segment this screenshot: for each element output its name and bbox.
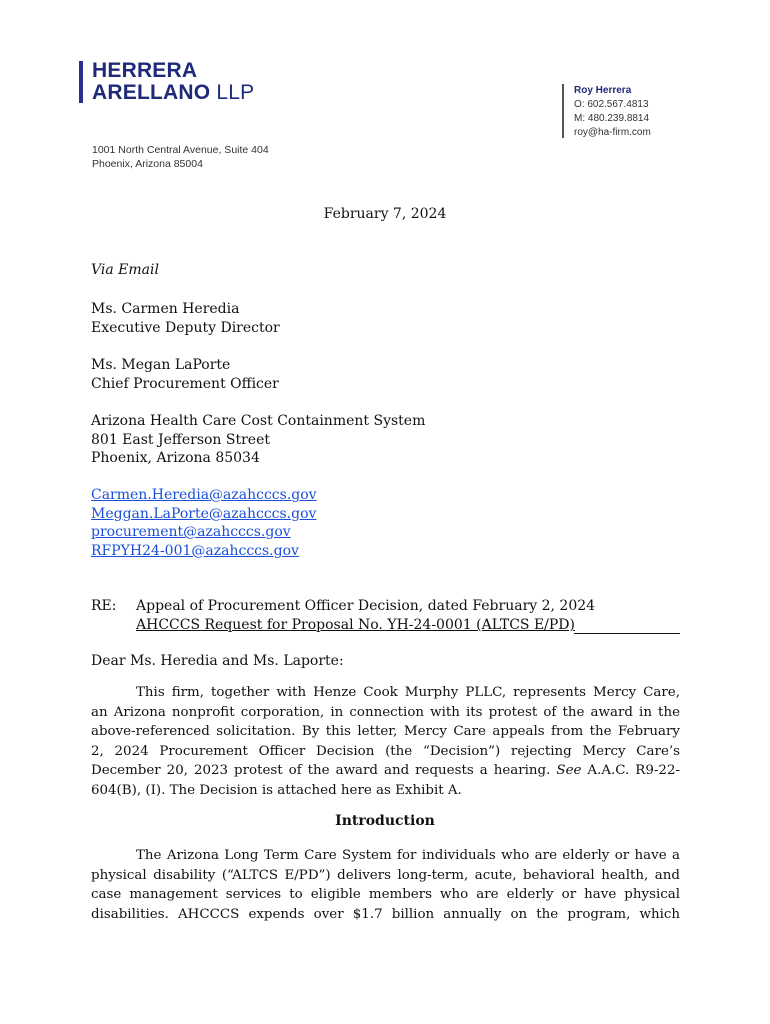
body-paragraph-2 <box>91 846 680 924</box>
contact-name: Roy Herrera <box>574 85 632 96</box>
contact-office-phone: O: 602.567.4813 <box>574 99 649 110</box>
delivery-method: Via Email <box>91 262 159 278</box>
section-heading: Introduction <box>335 813 435 829</box>
citation-signal: See <box>556 763 582 778</box>
firm-address <box>92 143 269 171</box>
firm-name-line2: ARELLANO <box>92 81 211 104</box>
re-subject-line2: AHCCCS Request for Proposal No. YH-24-0001 (ALTCS E/PD) <box>136 617 575 633</box>
recipient-city: Phoenix, Arizona 85034 <box>91 450 260 466</box>
paragraph-line: an Arizona nonprofit corporation, in connection with its protest of the award in the <box>91 704 680 720</box>
recipient-2-title: Chief Procurement Officer <box>91 375 279 392</box>
email-link[interactable]: RFPYH24-001@azahcccs.gov <box>91 542 299 559</box>
recipient-1-name: Ms. Carmen Heredia <box>91 301 240 317</box>
firm-address-line2: Phoenix, Arizona 85004 <box>92 158 203 170</box>
paragraph-line: physical disability (“ALTCS E/PD”) delivers long-term, acute, behavioral health, and <box>91 867 680 883</box>
recipient-street: 801 East Jefferson Street <box>91 431 271 448</box>
body-paragraph-1 <box>91 683 680 800</box>
recipient-1-title: Executive Deputy Director <box>91 319 280 336</box>
recipient-address <box>91 412 425 468</box>
logo-bar <box>79 61 83 103</box>
re-subject-line1: Appeal of Procurement Officer Decision, dated February 2, 2024 <box>136 598 596 614</box>
firm-address-line1: 1001 North Central Avenue, Suite 404 <box>92 144 269 156</box>
paragraph-line: This firm, together with Henze Cook Murphy PLLC, represents Mercy Care, <box>136 685 680 700</box>
email-link[interactable]: procurement@azahcccs.gov <box>91 524 291 540</box>
firm-logo <box>92 60 254 104</box>
re-underline <box>574 633 680 634</box>
email-link[interactable]: Meggan.LaPorte@azahcccs.gov <box>91 505 317 522</box>
paragraph-line: The Arizona Long Term Care System for individuals who are elderly or have a <box>136 848 680 863</box>
firm-suffix: LLP <box>216 81 255 104</box>
letter-date: February 7, 2024 <box>323 206 447 222</box>
email-list <box>91 486 317 560</box>
paragraph-line: 604(B), (I). The Decision is attached here as Exhibit A. <box>91 782 462 798</box>
paragraph-line: case management services to eligible members who are elderly or have physical <box>91 887 680 902</box>
firm-name-line1: HERRERA <box>92 59 198 82</box>
contact-divider <box>562 84 564 138</box>
recipient-1 <box>91 300 280 337</box>
recipient-2 <box>91 356 279 393</box>
citation-text: A.A.C. R9-22- <box>587 763 680 778</box>
paragraph-line: above-referenced solicitation. By this letter, Mercy Care appeals from the February <box>91 724 680 739</box>
contact-email: roy@ha-firm.com <box>574 127 651 138</box>
recipient-2-name: Ms. Megan LaPorte <box>91 357 231 373</box>
paragraph-text: December 20, 2023 protest of the award and requests a hearing. <box>91 763 551 778</box>
recipient-org: Arizona Health Care Cost Containment System <box>91 413 426 429</box>
salutation: Dear Ms. Heredia and Ms. Laporte: <box>91 653 344 669</box>
re-label: RE: <box>91 598 117 614</box>
paragraph-line <box>91 761 680 781</box>
contact-block <box>574 84 651 140</box>
email-link[interactable]: Carmen.Heredia@azahcccs.gov <box>91 487 317 503</box>
contact-mobile-phone: M: 480.239.8814 <box>574 113 650 124</box>
paragraph-line: disabilities. AHCCCS expends over $1.7 billion annually on the program, which <box>91 906 680 922</box>
paragraph-line: 2, 2024 Procurement Officer Decision (the “Decision”) rejecting Mercy Care’s <box>91 743 680 759</box>
